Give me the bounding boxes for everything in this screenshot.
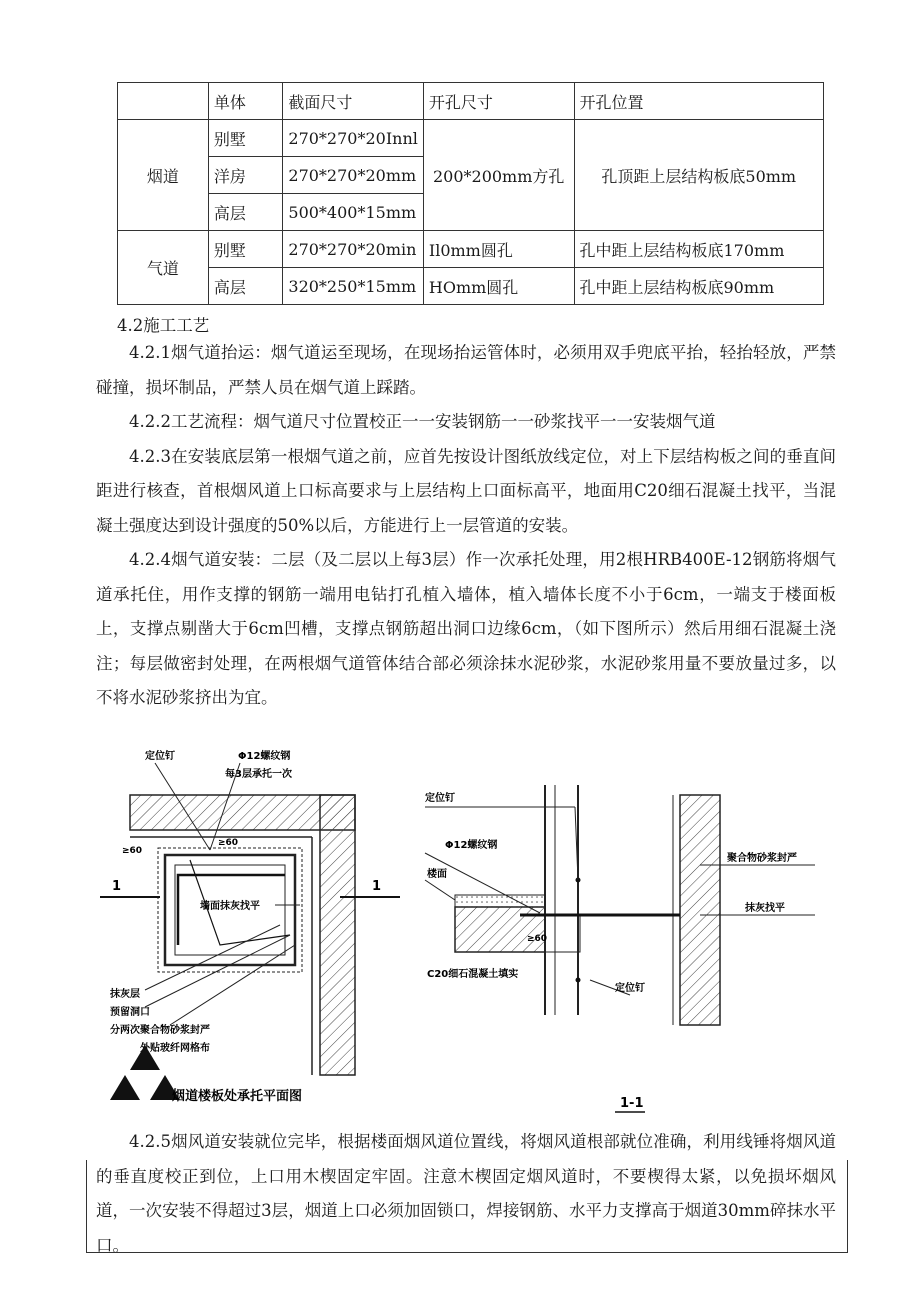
header-cell: 开孔位置 [574, 83, 824, 120]
label-locating-nail-top: 定位钉 [425, 793, 455, 804]
unit-cell: 洋房 [208, 157, 283, 194]
section-cell: 270*270*20Innl [283, 120, 423, 157]
paragraph: 4.2.1烟气道抬运：烟气道运至现场，在现场抬运管体时，必须用双手兜底平抬，轻抬轻放，严禁碰撞，损坏制品，严禁人员在烟气道上踩踏。 [96, 343, 836, 397]
label-floor: 楼面 [427, 869, 447, 880]
header-cell: 单体 [208, 83, 283, 120]
section-cell: 500*400*15mm [283, 194, 423, 231]
paragraph: 4.2.2工艺流程：烟气道尺寸位置校正一一安装钢筋一一砂浆找平一一安装烟气道 [129, 412, 716, 431]
wall-right [680, 795, 720, 1025]
floor-screed [455, 895, 545, 907]
bordered-text-box [86, 1160, 848, 1253]
category-cell: 烟道 [118, 120, 209, 231]
hole-size-cell: Il0mm圆孔 [423, 231, 574, 268]
label-every3: 每3层承托一次 [225, 769, 292, 780]
label-seal: 分两次聚合物砂浆封严 [110, 1025, 210, 1036]
label-seal: 聚合物砂浆封严 [727, 853, 797, 864]
section-cell: 270*270*20min [283, 231, 423, 268]
label-rebar: Φ12螺纹钢 [445, 840, 498, 851]
unit-cell: 别墅 [208, 120, 283, 157]
label-rebar: Φ12螺纹钢 [238, 751, 291, 762]
table-row [118, 231, 824, 268]
table-header-row [118, 83, 824, 120]
plan-diagram [100, 745, 400, 1125]
cut-label-right: 1 [372, 879, 382, 894]
label-plaster: 抹灰层 [110, 989, 140, 1000]
label-mesh: 外贴玻纤网格布 [140, 1043, 210, 1054]
body-text-top [96, 336, 836, 716]
paragraph: 4.2.5烟风道安装就位完毕，根据楼面烟风道位置线，将烟风道根部就位准确，利用线锤将烟风道的垂直度校正到位，上口用木楔固定牢固。注意木楔固定烟风道时，不要楔得太紧，以免损坏烟风道，一次安装不得超过3层，烟道上口必须加固锁口，焊接钢筋、水平力支撑高于烟道30mm碎抹水平口。 [96, 1132, 836, 1255]
header-cell: 截面尺寸 [283, 83, 423, 120]
header-cell: 开孔尺寸 [423, 83, 574, 120]
header-cell [118, 83, 209, 120]
paragraph: 4.2.4烟气道安装：二层（及二层以上每3层）作一次承托处理，用2根HRB400E-12钢筋将烟气道承托住，用作支撑的钢筋一端用电钻打孔植入墙体，植入墙体长度不小于6cm，一端支于楼面板上，支撑点剔凿大于6cm凹槽，支撑点钢筋超出洞口边缘6cm，（如下图所示）然后用细石混凝土浇注；每层做密封处理，在两根烟气道管体结合部必须涂抹水泥砂浆，水泥砂浆用量不要放量过多，以不将水泥砂浆挤出为宜。 [96, 550, 836, 707]
wall-right [320, 795, 355, 1075]
label-locating-nail: 定位钉 [145, 751, 175, 762]
cut-label-left: 1 [112, 879, 122, 894]
table-row [118, 120, 824, 157]
paragraph: 4.2.3在安装底层第一根烟气道之前，应首先按设计图纸放线定位，对上下层结构板之间的垂直间距进行核查，首根烟风道上口标高要求与上层结构上口面标高平，地面用C20细石混凝土找平，当混凝土强度达到设计强度的50%以后，方能进行上一层管道的安装。 [96, 446, 836, 535]
hole-size-cell: HOmm圆孔 [423, 268, 574, 305]
section-title: 4.2施工工艺 [117, 316, 210, 335]
unit-cell: 高层 [208, 194, 283, 231]
section-cell: 270*270*20mm [283, 157, 423, 194]
hole-pos-cell: 孔中距上层结构板底90mm [574, 268, 824, 305]
hole-pos-cell: 孔中距上层结构板底170mm [574, 231, 824, 268]
section-cell: 320*250*15mm [283, 268, 423, 305]
hole-size-cell: 200*200mm方孔 [423, 120, 574, 231]
section-diagram [415, 765, 815, 1125]
label-locating-nail-bottom: 定位钉 [615, 983, 645, 994]
label-wall-plaster: 墙面抹灰找平 [200, 901, 260, 912]
dim-label: ≥60 [527, 934, 548, 944]
category-cell: 气道 [118, 231, 209, 305]
table-row [118, 268, 824, 305]
label-concrete: C20细石混凝土填实 [427, 969, 519, 980]
diagram-title: 1-1 [620, 1096, 644, 1111]
label-opening: 预留洞口 [110, 1007, 150, 1018]
dim-label: ≥60 [122, 846, 143, 856]
dim-label: ≥60 [218, 838, 239, 848]
diagram-title: 烟道楼板处承托平面图 [172, 1089, 303, 1104]
spec-table [117, 82, 824, 305]
label-plaster: 抹灰找平 [745, 903, 785, 914]
hole-pos-cell: 孔顶距上层结构板底50mm [574, 120, 824, 231]
unit-cell: 高层 [208, 268, 283, 305]
unit-cell: 别墅 [208, 231, 283, 268]
